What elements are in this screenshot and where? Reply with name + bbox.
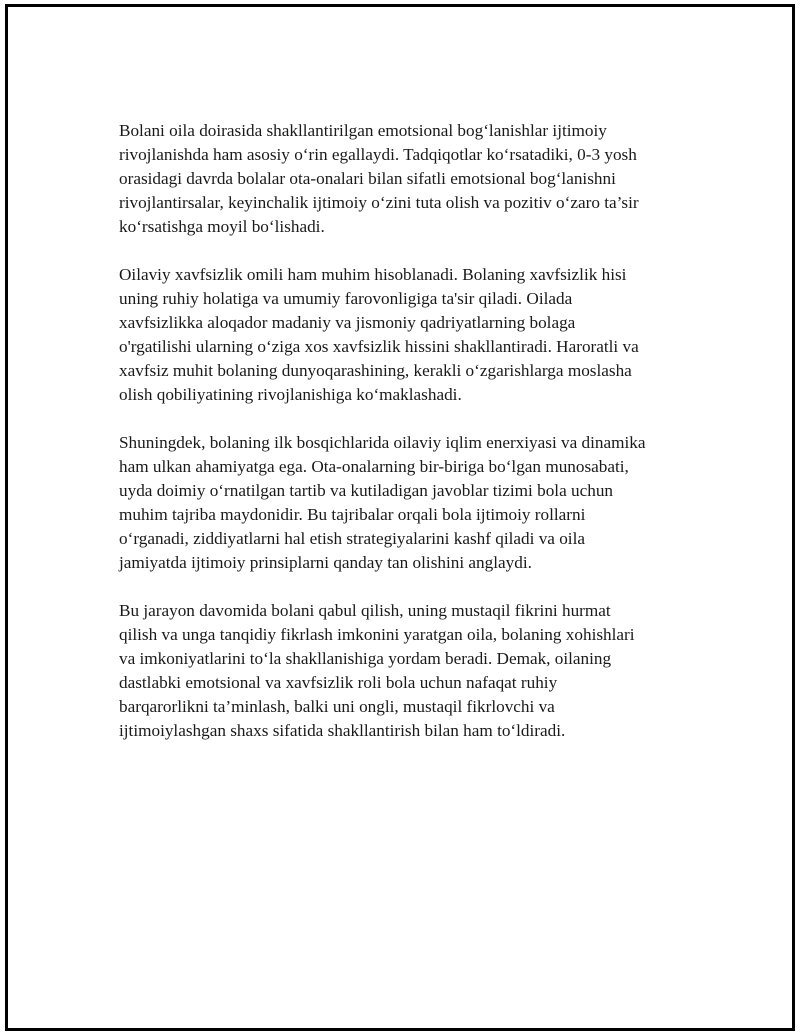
text-line: Oilaviy xavfsizlik omili ham muhim hisoblanadi. Bolaning xavfsizlik hisi xyxy=(119,265,627,284)
text-line: rivojlantirsalar, keyinchalik ijtimoiy o‘zini tuta olish va pozitiv o‘zaro ta’sir xyxy=(119,193,639,212)
text-line: uning ruhiy holatiga va umumiy farovonligiga ta'sir qiladi. Oilada xyxy=(119,289,573,308)
text-line: ko‘rsatishga moyil bo‘lishadi. xyxy=(119,217,325,236)
text-line: xavfsizlikka aloqador madaniy va jismoniy qadriyatlarning bolaga xyxy=(119,313,576,332)
text-line: qilish va unga tanqidiy fikrlash imkonini yaratgan oila, bolaning xohishlari xyxy=(119,625,635,644)
paragraph-1 xyxy=(119,119,699,239)
paragraph-4 xyxy=(119,599,699,743)
text-line: olish qobiliyatining rivojlanishiga ko‘maklashadi. xyxy=(119,385,462,404)
document-body xyxy=(119,119,699,767)
text-line: muhim tajriba maydonidir. Bu tajribalar orqali bola ijtimoiy rollarni xyxy=(119,505,586,524)
text-line: rivojlanishda ham asosiy o‘rin egallaydi. Tadqiqotlar ko‘rsatadiki, 0-3 yosh xyxy=(119,145,637,164)
text-line: ham ulkan ahamiyatga ega. Ota-onalarning bir-biriga bo‘lgan munosabati, xyxy=(119,457,629,476)
text-line: uyda doimiy o‘rnatilgan tartib va kutiladigan javoblar tizimi bola uchun xyxy=(119,481,614,500)
text-line: o‘rganadi, ziddiyatlarni hal etish strategiyalarini kashf qiladi va oila xyxy=(119,529,585,548)
document-page xyxy=(5,4,795,1031)
text-line: jamiyatda ijtimoiy prinsiplarni qanday tan olishini anglaydi. xyxy=(119,553,532,572)
text-line: orasidagi davrda bolalar ota-onalari bilan sifatli emotsional bog‘lanishni xyxy=(119,169,616,188)
text-line: xavfsiz muhit bolaning dunyoqarashining, kerakli o‘zgarishlarga moslasha xyxy=(119,361,632,380)
text-line: Shuningdek, bolaning ilk bosqichlarida oilaviy iqlim enerxiyasi va dinamika xyxy=(119,433,646,452)
text-line: o'rgatilishi ularning o‘ziga xos xavfsizlik hissini shakllantiradi. Haroratli va xyxy=(119,337,639,356)
text-line: Bolani oila doirasida shakllantirilgan emotsional bog‘lanishlar ijtimoiy xyxy=(119,121,607,140)
text-line: dastlabki emotsional va xavfsizlik roli bola uchun nafaqat ruhiy xyxy=(119,673,558,692)
text-line: ijtimoiylashgan shaxs sifatida shakllantirish bilan ham to‘ldiradi. xyxy=(119,721,566,740)
text-line: va imkoniyatlarini to‘la shakllanishiga yordam beradi. Demak, oilaning xyxy=(119,649,612,668)
paragraph-3 xyxy=(119,431,699,575)
text-line: Bu jarayon davomida bolani qabul qilish, uning mustaqil fikrini hurmat xyxy=(119,601,611,620)
paragraph-2 xyxy=(119,263,699,407)
text-line: barqarorlikni ta’minlash, balki uni ongli, mustaqil fikrlovchi va xyxy=(119,697,555,716)
